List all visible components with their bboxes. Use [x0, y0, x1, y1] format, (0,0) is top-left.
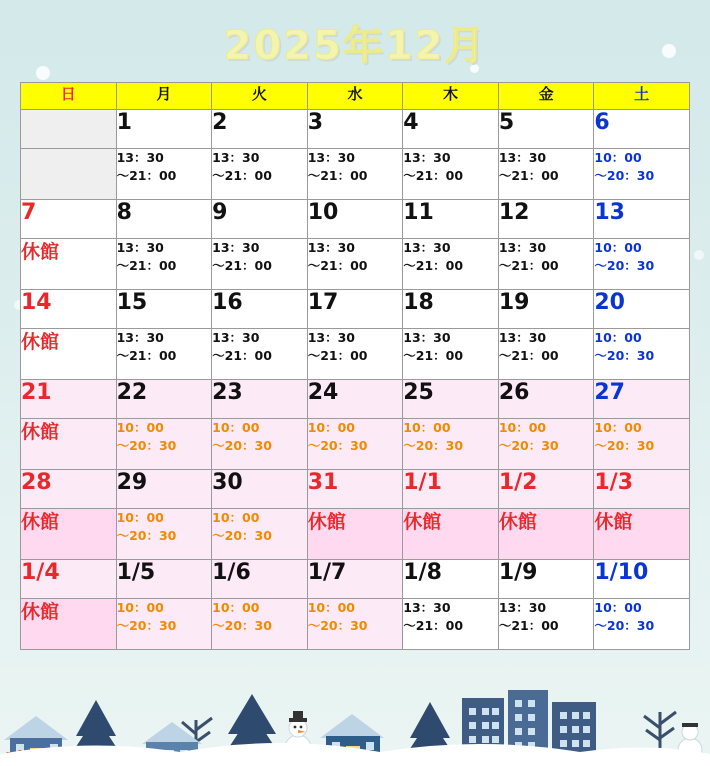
- day-number-cell: 1/2: [498, 470, 594, 509]
- opening-hours-cell: 13：30 ～21：00: [403, 239, 499, 290]
- day-number-cell: 5: [498, 110, 594, 149]
- opening-hours-cell: 13：30 ～21：00: [498, 239, 594, 290]
- day-number-cell: 21: [21, 380, 117, 419]
- day-number-cell: 14: [21, 290, 117, 329]
- day-number-cell: 1/9: [498, 560, 594, 599]
- closed-badge: 休館: [21, 509, 117, 560]
- day-number-cell: 16: [212, 290, 308, 329]
- opening-hours-cell: 10：00 ～20：30: [594, 599, 690, 650]
- day-number-cell: 18: [403, 290, 499, 329]
- opening-hours-cell: 13：30 ～21：00: [498, 329, 594, 380]
- opening-hours-cell: 10：00 ～20：30: [307, 599, 403, 650]
- calendar-header-row: [21, 83, 690, 110]
- calendar-week-numbers: [21, 470, 690, 509]
- closed-badge: 休館: [594, 509, 690, 560]
- page-title: 2025年12月: [223, 23, 487, 69]
- day-number-cell: 1/6: [212, 560, 308, 599]
- day-number-cell: 1: [116, 110, 212, 149]
- weekday-header-tue: 火: [212, 83, 308, 110]
- calendar-week-hours: [21, 599, 690, 650]
- weekday-header-sat: 土: [594, 83, 690, 110]
- day-number-cell: 19: [498, 290, 594, 329]
- opening-hours-cell: 10：00 ～20：30: [116, 509, 212, 560]
- weekday-header-mon: 月: [116, 83, 212, 110]
- opening-hours-cell: 10：00 ～20：30: [498, 419, 594, 470]
- day-number-cell: 6: [594, 110, 690, 149]
- opening-hours-cell: 13：30 ～21：00: [212, 149, 308, 200]
- calendar-week-numbers: [21, 380, 690, 419]
- day-number-cell: 15: [116, 290, 212, 329]
- day-number-cell: 1/10: [594, 560, 690, 599]
- page-title-wrap: [0, 14, 710, 71]
- closed-badge: 休館: [498, 509, 594, 560]
- calendar-week-hours: [21, 329, 690, 380]
- closed-badge: 休館: [307, 509, 403, 560]
- day-number-cell: 9: [212, 200, 308, 239]
- day-number-cell: 1/3: [594, 470, 690, 509]
- day-number-cell: 1/4: [21, 560, 117, 599]
- opening-hours-cell: [21, 149, 117, 200]
- opening-hours-cell: 13：30 ～21：00: [403, 599, 499, 650]
- day-number-cell: 1/1: [403, 470, 499, 509]
- day-number-cell: 29: [116, 470, 212, 509]
- weekday-header-thu: 木: [403, 83, 499, 110]
- opening-hours-cell: 13：30 ～21：00: [116, 239, 212, 290]
- day-number-cell: 25: [403, 380, 499, 419]
- opening-hours-cell: 13：30 ～21：00: [403, 329, 499, 380]
- weekday-header-fri: 金: [498, 83, 594, 110]
- day-number-cell: [21, 110, 117, 149]
- winter-illustration: [0, 686, 710, 766]
- day-number-cell: 20: [594, 290, 690, 329]
- calendar-week-hours: [21, 509, 690, 560]
- opening-hours-cell: 13：30 ～21：00: [498, 149, 594, 200]
- opening-hours-cell: 10：00 ～20：30: [594, 329, 690, 380]
- opening-hours-cell: 10：00 ～20：30: [116, 599, 212, 650]
- calendar-body: [21, 110, 690, 650]
- opening-hours-cell: 10：00 ～20：30: [594, 239, 690, 290]
- day-number-cell: 1/8: [403, 560, 499, 599]
- day-number-cell: 1/7: [307, 560, 403, 599]
- day-number-cell: 28: [21, 470, 117, 509]
- day-number-cell: 11: [403, 200, 499, 239]
- calendar-week-numbers: [21, 200, 690, 239]
- day-number-cell: 1/5: [116, 560, 212, 599]
- day-number-cell: 22: [116, 380, 212, 419]
- day-number-cell: 4: [403, 110, 499, 149]
- calendar-week-hours: [21, 419, 690, 470]
- opening-hours-cell: 13：30 ～21：00: [307, 239, 403, 290]
- weekday-header-wed: 水: [307, 83, 403, 110]
- day-number-cell: 26: [498, 380, 594, 419]
- opening-hours-cell: 13：30 ～21：00: [212, 329, 308, 380]
- day-number-cell: 10: [307, 200, 403, 239]
- opening-hours-cell: 13：30 ～21：00: [498, 599, 594, 650]
- opening-hours-cell: 10：00 ～20：30: [212, 599, 308, 650]
- day-number-cell: 23: [212, 380, 308, 419]
- calendar-week-numbers: [21, 290, 690, 329]
- closed-badge: 休館: [21, 239, 117, 290]
- closed-badge: 休館: [21, 329, 117, 380]
- day-number-cell: 3: [307, 110, 403, 149]
- opening-hours-cell: 10：00 ～20：30: [212, 419, 308, 470]
- calendar-week-hours: [21, 149, 690, 200]
- opening-hours-cell: 10：00 ～20：30: [116, 419, 212, 470]
- opening-hours-cell: 10：00 ～20：30: [594, 419, 690, 470]
- opening-hours-cell: 10：00 ～20：30: [403, 419, 499, 470]
- day-number-cell: 30: [212, 470, 308, 509]
- day-number-cell: 8: [116, 200, 212, 239]
- day-number-cell: 27: [594, 380, 690, 419]
- closed-badge: 休館: [21, 419, 117, 470]
- opening-hours-cell: 13：30 ～21：00: [307, 149, 403, 200]
- day-number-cell: 2: [212, 110, 308, 149]
- weekday-header-sun: 日: [21, 83, 117, 110]
- calendar-table: [20, 82, 690, 650]
- closed-badge: 休館: [403, 509, 499, 560]
- opening-hours-cell: 13：30 ～21：00: [116, 149, 212, 200]
- closed-badge: 休館: [21, 599, 117, 650]
- day-number-cell: 12: [498, 200, 594, 239]
- opening-hours-cell: 13：30 ～21：00: [403, 149, 499, 200]
- opening-hours-cell: 13：30 ～21：00: [307, 329, 403, 380]
- day-number-cell: 31: [307, 470, 403, 509]
- day-number-cell: 24: [307, 380, 403, 419]
- calendar-week-numbers: [21, 110, 690, 149]
- opening-hours-cell: 10：00 ～20：30: [594, 149, 690, 200]
- opening-hours-cell: 13：30 ～21：00: [116, 329, 212, 380]
- calendar-week-hours: [21, 239, 690, 290]
- day-number-cell: 7: [21, 200, 117, 239]
- day-number-cell: 13: [594, 200, 690, 239]
- day-number-cell: 17: [307, 290, 403, 329]
- opening-hours-cell: 10：00 ～20：30: [307, 419, 403, 470]
- opening-hours-cell: 13：30 ～21：00: [212, 239, 308, 290]
- opening-hours-cell: 10：00 ～20：30: [212, 509, 308, 560]
- snow-dot-icon: [694, 250, 704, 260]
- calendar-week-numbers: [21, 560, 690, 599]
